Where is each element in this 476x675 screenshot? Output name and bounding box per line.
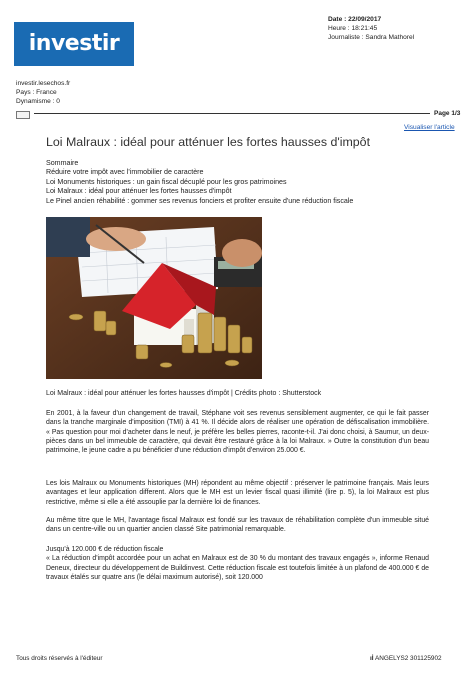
paragraph: En 2001, à la faveur d'un changement de travail, Stéphane voit ses revenus sensiblement augmenter, ce qui le fait passer dans la tranche marginale d'imposition (TMI) à 41 %. Il décide alors de réaliser une opération de défiscalisation immobilière. « Pas question pour moi d'acheter dans le neuf, je préfère les belles pierres, raconte-t-il. J'ai donc choisi, à Saumur, un deux-pièces dans un bel immeuble de caractère, qui devait être restauré grâce à la loi Malraux. » Outre la constitution d'un beau patrimoine, le jeune cadre a pu bénéficier d'une réduction d'impôt d'environ 25.000 €.	[46, 410, 429, 455]
investir-logo: investir	[14, 22, 134, 66]
paragraph: Jusqu'à 120.000 € de réduction fiscale « La réduction d'impôt accordée pour un achat en Malraux est de 30 % du montant des travaux engagés », informe Renaud Deneux, directeur du développement de Buildinvest. Cette réduction fiscale est toutefois limitée à un plafond de 400.000 € de travaux étalés sur quatre ans (le délai maximum autorisé), soit 120.000	[46, 546, 429, 581]
article-photo	[46, 217, 262, 379]
summary-item: Loi Malraux : idéal pour atténuer les fortes hausses d'impôt	[46, 187, 232, 196]
article-title: Loi Malraux : idéal pour atténuer les fortes hausses d'impôt	[46, 135, 371, 149]
meta-heure: Heure : 18:21:45	[328, 25, 378, 32]
photo-caption: Loi Malraux : idéal pour atténuer les fortes hausses d'impôt | Crédits photo : Shutterstock	[46, 390, 322, 397]
summary-item: Réduire votre impôt avec l'immobilier de caractère	[46, 168, 204, 177]
summary-list	[46, 159, 353, 206]
source-pays: Pays : France	[16, 89, 57, 96]
toolbox-icon[interactable]	[16, 111, 30, 119]
meta-date: Date : 22/09/2017	[328, 16, 382, 23]
source-site: investir.lesechos.fr	[16, 80, 71, 87]
article-meta	[328, 15, 414, 42]
page-number: Page 1/3	[434, 110, 461, 117]
paragraph: Au même titre que le MH, l'avantage fiscal Malraux est fondé sur les travaux de réhabilitation complète d'un immeuble situé dans un centre-ville ou un quartier ancien classé Site patrimonial remarquable.	[46, 517, 429, 534]
meta-journaliste: Journaliste : Sandra Mathorel	[328, 34, 415, 41]
summary-item: Le Pinel ancien réhabilité : gommer ses revenus fonciers et profiter ensuite d'une réduction fiscale	[46, 196, 354, 205]
header-divider	[34, 113, 430, 114]
footer-code: ANGELYS2 301125902	[375, 655, 442, 662]
summary-item: Loi Monuments historiques : un gain fiscal décuplé pour les gros patrimoines	[46, 177, 287, 186]
footer-rights: Tous droits réservés à l'éditeur	[16, 655, 103, 662]
summary-heading: Sommaire	[46, 159, 79, 167]
footer-id	[370, 655, 442, 662]
paragraph: Les lois Malraux ou Monuments historiques (MH) répondent au même objectif : préserver le patrimoine français. Mais leurs avantages et leur application different. Alors que le MH est un levier fiscal quasi illimité (lire p. 5), la loi Malraux est plus restrictive, même si elle a été assouplie par la dernière loi de finances.	[46, 480, 429, 506]
source-dynamisme: Dynamisme : 0	[16, 98, 60, 105]
source-info	[16, 79, 70, 106]
footer-symbol: ıİ	[370, 655, 374, 662]
visualize-article-link[interactable]: Visualiser l'article	[404, 124, 455, 131]
